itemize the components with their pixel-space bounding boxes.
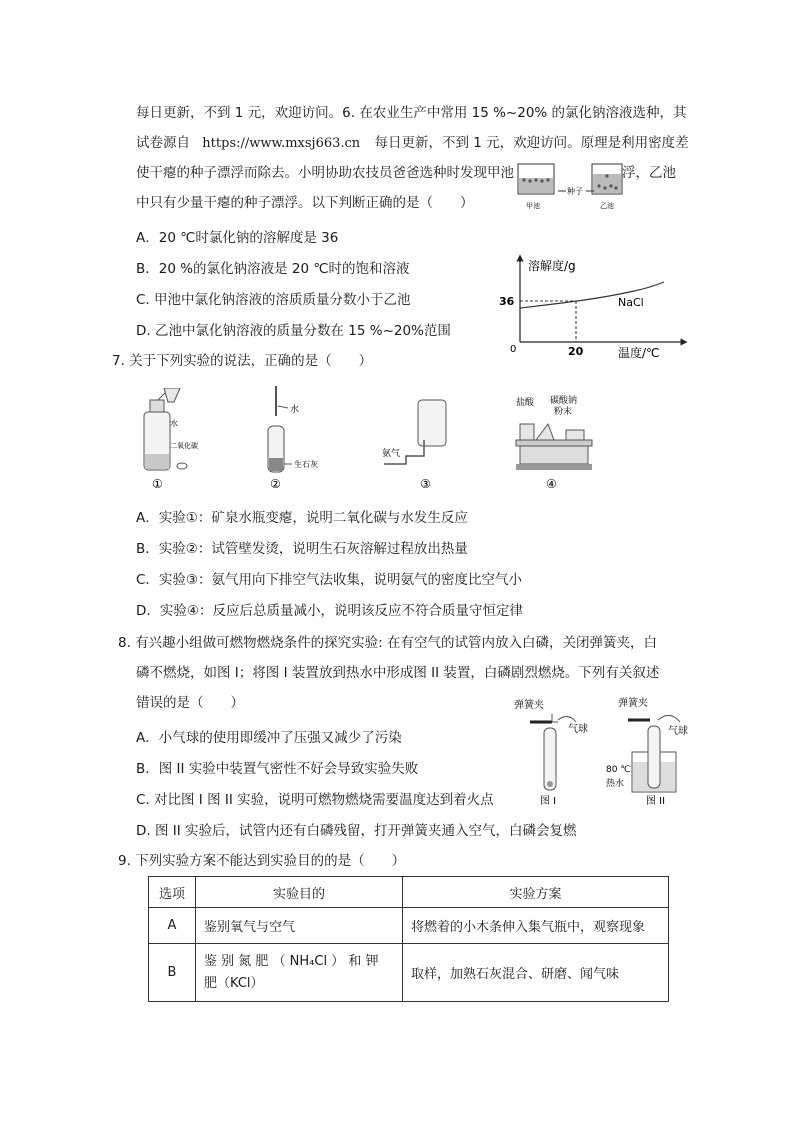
exp1-number: ① bbox=[152, 477, 163, 491]
exp4-hcl: 盐酸 bbox=[516, 398, 535, 408]
q6-option-a: A．20 ℃时氯化钠的溶解度是 36 bbox=[136, 230, 339, 246]
q8-option-c: C. 对比图 I 图 II 实验，说明可燃物燃烧需要温度达到着火点 bbox=[136, 792, 494, 808]
fig1-clip-label: 弹簧夹 bbox=[514, 700, 544, 711]
q8-line3: 错误的是（ ） bbox=[136, 695, 244, 711]
table-header-row bbox=[149, 877, 669, 908]
exp3-number: ③ bbox=[420, 477, 431, 491]
pool-seed-label: 种子 bbox=[567, 187, 583, 196]
q6-line2 bbox=[136, 134, 689, 153]
q6-line3-right: 浮，乙池 bbox=[622, 165, 676, 181]
fig1-balloon bbox=[558, 716, 576, 722]
q6-option-b: B．20 %的氯化钠溶液是 20 ℃时的饱和溶液 bbox=[136, 261, 410, 277]
exp4-na2co3: 碳酸钠 bbox=[550, 396, 578, 406]
table-cell: 鉴别氧气与空气 bbox=[196, 908, 403, 944]
q8-option-b: B．图 II 实验中装置气密性不好会导致实验失败 bbox=[136, 761, 419, 777]
q6-option-c: C. 甲池中氯化钠溶液的溶质质量分数小于乙池 bbox=[136, 292, 411, 308]
q8-line2: 磷不燃烧，如图 I；将图 I 装置放到热水中形成图 II 装置，白磷剧烈燃烧。下列有关叙述 bbox=[136, 665, 660, 681]
q7-option-c: C．实验③：氨气用向下排空气法收集，说明氨气的密度比空气小 bbox=[136, 572, 523, 588]
chart-origin: 0 bbox=[510, 344, 517, 355]
chart-ylabel: 溶解度/g bbox=[528, 259, 576, 273]
table-header: 选项 bbox=[149, 877, 196, 908]
hcl-beaker bbox=[520, 424, 534, 440]
exp1-water: 水 bbox=[170, 419, 178, 428]
table-row bbox=[149, 908, 669, 944]
q9-table bbox=[148, 876, 669, 1002]
q7-option-d: D．实验④：反应后总质量减小，说明该反应不符合质量守恒定律 bbox=[136, 603, 523, 619]
exp1-figure bbox=[140, 388, 210, 492]
source-url[interactable]: https://www.mxsj663.cn bbox=[202, 136, 361, 151]
table-cell: 将燃着的小木条伸入集气瓶中，观察现象 bbox=[403, 908, 669, 944]
fig2-hotwater: 热水 bbox=[606, 779, 625, 789]
fig1-balloon-label: 气球 bbox=[568, 724, 588, 735]
q7-option-a: A．实验①：矿泉水瓶变瘪，说明二氧化碳与水发生反应 bbox=[136, 510, 468, 526]
fig2-balloon-label: 气球 bbox=[668, 726, 688, 737]
gas-jar bbox=[418, 400, 446, 446]
exp4-figure bbox=[514, 394, 596, 492]
fig1-tube bbox=[544, 728, 556, 790]
exp4-number: ④ bbox=[546, 477, 557, 491]
exp2-quicklime: 生石灰 bbox=[294, 460, 318, 469]
pool-jia-label: 甲池 bbox=[526, 202, 540, 210]
q8-option-a: A．小气球的使用即缓冲了压强又减少了污染 bbox=[136, 730, 402, 746]
q8-option-d: D. 图 II 实验后，试管内还有白磷残留，打开弹簧夹通入空气，白磷会复燃 bbox=[136, 823, 577, 839]
q6-line4: 中只有少量干瘪的种子漂浮。以下判断正确的是（ ） bbox=[136, 195, 474, 211]
chart-xtick: 20 bbox=[568, 345, 584, 358]
fig2-temp: 80 ℃ bbox=[606, 765, 631, 775]
exp2-figure bbox=[262, 386, 332, 492]
balance bbox=[520, 446, 588, 464]
q6-option-d: D. 乙池中氯化钠溶液的质量分数在 15 %~20%范围 bbox=[136, 323, 451, 339]
q7-stem: 7. 关于下列实验的说法，正确的是（ ） bbox=[112, 353, 373, 369]
beaker-icon bbox=[164, 388, 180, 402]
fig2-clip-label: 弹簧夹 bbox=[618, 698, 648, 709]
pool-yi-label: 乙池 bbox=[600, 202, 614, 210]
exp3-ammonia: 氨气 bbox=[382, 449, 401, 459]
flask bbox=[536, 424, 554, 440]
combustion-figure bbox=[508, 692, 698, 810]
chart-ytick: 36 bbox=[499, 295, 515, 308]
q6-line1: 每日更新，不到 1 元，欢迎访问。6. 在农业生产中常用 15 %~20% 的氯化钠溶液选种，其 bbox=[136, 105, 687, 121]
fig2-tube bbox=[648, 726, 660, 788]
table-cell: 鉴 别 氮 肥 （ NH₄Cl ） 和 钾 肥（KCl） bbox=[196, 944, 403, 1002]
exp2-number: ② bbox=[270, 477, 281, 491]
q6-line2-suffix: 每日更新，不到 1 元，欢迎访问。原理是利用密度差 bbox=[374, 135, 689, 151]
q7-option-b: B．实验②：试管壁发烫，说明生石灰溶解过程放出热量 bbox=[136, 541, 468, 557]
q8-line1: 8. 有兴趣小组做可燃物燃烧条件的探究实验: 在有空气的试管内放入白磷，关闭弹簧夹，白 bbox=[118, 635, 658, 651]
table-header: 实验方案 bbox=[403, 877, 669, 908]
fig1-label: 图 I bbox=[540, 796, 557, 807]
table-cell: B bbox=[149, 944, 196, 1002]
fig2-balloon bbox=[658, 715, 680, 722]
chart-xlabel: 温度/℃ bbox=[618, 346, 660, 360]
exp2-water: 水 bbox=[290, 405, 300, 415]
table-cell: 取样，加熟石灰混合、研磨、闻气味 bbox=[403, 944, 669, 1002]
q6-line2-prefix: 试卷源自 bbox=[136, 135, 190, 151]
q6-line3-left: 使干瘪的种子漂浮而除去。小明协助农技员爸爸选种时发现甲池 bbox=[136, 165, 514, 181]
chart-series-label: NaCl bbox=[618, 296, 644, 309]
exp4-powder: 粉末 bbox=[554, 407, 573, 417]
solubility-chart bbox=[494, 248, 694, 364]
q9-stem: 9. 下列实验方案不能达到实验目的的是（ ） bbox=[118, 853, 406, 869]
exp3-figure bbox=[380, 396, 470, 492]
fig2-label: 图 II bbox=[646, 796, 666, 807]
table-header: 实验目的 bbox=[196, 877, 403, 908]
exp1-co2: 二氧化碳 bbox=[170, 442, 198, 450]
table-row bbox=[149, 944, 669, 1002]
pool-figure bbox=[514, 160, 624, 212]
table-cell: A bbox=[149, 908, 196, 944]
